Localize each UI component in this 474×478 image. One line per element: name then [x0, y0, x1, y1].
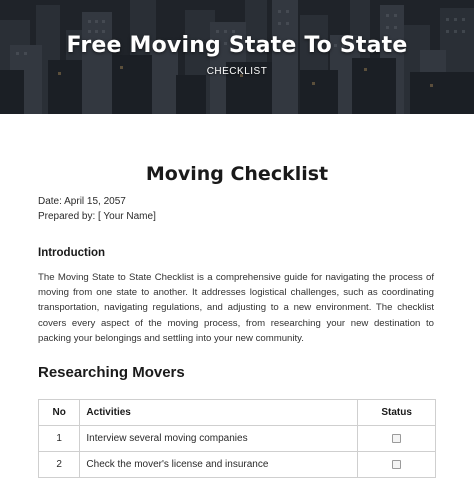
document-title: Moving Checklist: [145, 163, 329, 185]
column-header-activities: Activities: [80, 400, 358, 426]
introduction-paragraph: The Moving State to State Checklist is a comprehensive guide for navigating the process of moving from one state to another. It addresses logistical challenges, such as coordinating transportation, navigating regulations, and adjusting to a new environment. The checklist covers every aspect of the moving process, from researching your new destination to packing your belongings and settling into your new community.: [38, 272, 434, 344]
prepared-by: Prepared by: [ Your Name]: [38, 211, 156, 222]
column-header-no: No: [39, 400, 80, 426]
row-status: [358, 426, 436, 452]
row-number: 1: [39, 426, 80, 452]
row-activity: Check the mover's license and insurance: [80, 452, 358, 478]
document-date: Date: April 15, 2057: [38, 196, 126, 207]
table-header-row: [39, 400, 436, 426]
hero-title: Free Moving State To State: [66, 33, 408, 58]
researching-movers-heading: Researching Movers: [38, 364, 185, 381]
column-header-status: Status: [358, 400, 436, 426]
status-checkbox[interactable]: [392, 434, 401, 443]
hero-banner: [0, 0, 474, 114]
researching-movers-table: [38, 399, 436, 478]
row-activity: Interview several moving companies: [80, 426, 358, 452]
table-row: [39, 426, 436, 452]
status-checkbox[interactable]: [392, 460, 401, 469]
row-number: 2: [39, 452, 80, 478]
introduction-heading: Introduction: [38, 247, 106, 259]
hero-subtitle: CHECKLIST: [206, 66, 268, 77]
